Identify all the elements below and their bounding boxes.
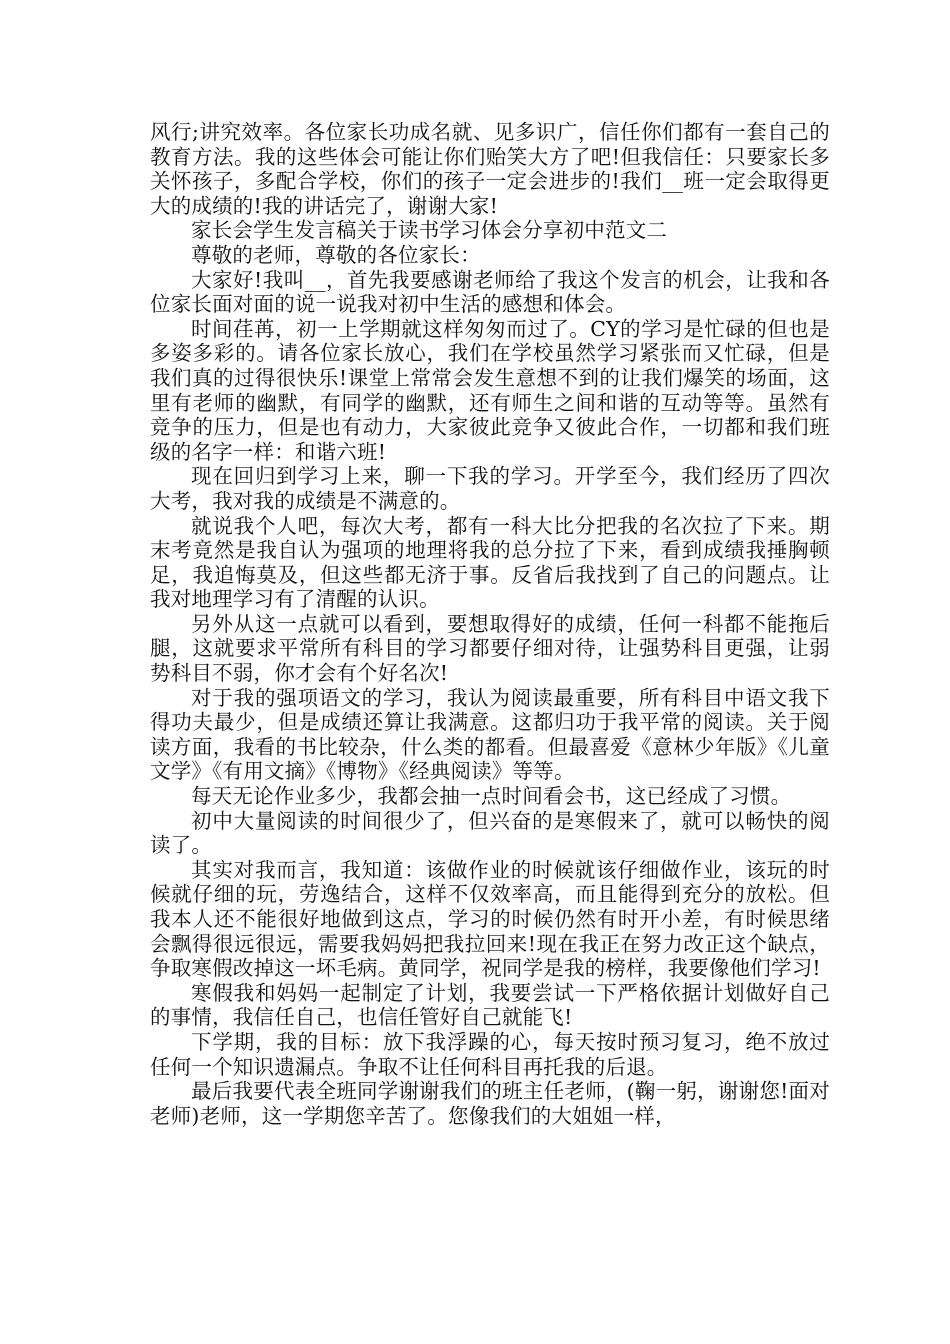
section-heading: 家长会学生发言稿关于读书学习体会分享初中范文二	[191, 218, 668, 243]
paragraph: 就说我个人吧，每次大考，都有一科大比分把我的名次拉了下来。期末考竟然是我自认为强项的地理将我的总分拉了下来，看到成绩我捶胸顿足，我追悔莫及，但这些都无济于事。反省后我找到了自己的问题点。让我对地理学习有了清醒的认识。	[150, 513, 830, 612]
salutation: 尊敬的老师，尊敬的各位家长：	[191, 242, 481, 267]
paragraph: 初中大量阅读的时间很少了，但兴奋的是寒假来了，就可以畅快的阅读了。	[150, 808, 830, 858]
paragraph: 最后我要代表全班同学谢谢我们的班主任老师，(鞠一躬，谢谢您!面对老师)老师，这一学期您辛苦了。您像我们的大姐姐一样，	[150, 1079, 830, 1128]
paragraph: 另外从这一点就可以看到，要想取得好的成绩，任何一科都不能拖后腿，这就要求平常所有科目的学习都要仔细对待，让强势科目更强，让弱势科目不弱，你才会有个好名次!	[150, 611, 830, 686]
paragraph: 其实对我而言，我知道：该做作业的时候就该仔细做作业，该玩的时候就仔细的玩，劳逸结合，这样不仅效率高，而且能得到充分的放松。但我本人还不能很好地做到这点，学习的时候仍然有时开小差，有时候思绪会飘得很远很远，需要我妈妈把我拉回来!现在我正在努力改正这个缺点，争取寒假改掉这一坏毛病。黄同学，祝同学是我的榜样，我要像他们学习!	[150, 857, 830, 981]
paragraph: 时间荏苒，初一上学期就这样匆匆而过了。CY的学习是忙碌的但也是多姿多彩的。请各位家长放心，我们在学校虽然学习紧张而又忙碌，但是我们真的过得很快乐!课堂上常常会发生意想不到的让我们爆笑的场面，这里有老师的幽默，有同学的幽默，还有师生之间和谐的互动等等。虽然有竞争的压力，但是也有动力，大家彼此竞争又彼此合作，一切都和我们班级的名字一样：和谐六班!	[150, 316, 830, 464]
document-body	[150, 120, 830, 1128]
paragraph: 现在回归到学习上来，聊一下我的学习。开学至今，我们经历了四次大考，我对我的成绩是不满意的。	[150, 464, 830, 513]
paragraph: 下学期，我的目标：放下我浮躁的心，每天按时预习复习，绝不放过任何一个知识遗漏点。争取不让任何科目再托我的后退。	[150, 1029, 830, 1079]
paragraph: 大家好!我叫__，首先我要感谢老师给了我这个发言的机会，让我和各位家长面对面的说一说我对初中生活的感想和体会。	[150, 267, 830, 317]
paragraph: 对于我的强项语文的学习，我认为阅读最重要，所有科目中语文我下得功夫最少，但是成绩还算让我满意。这都归功于我平常的阅读。关于阅读方面，我看的书比较杂，什么类的都看。但最喜爱《意林少年版》《儿童文学》《有用文摘》《博物》《经典阅读》等等。	[150, 685, 830, 784]
paragraph: 寒假我和妈妈一起制定了计划，我要尝试一下严格依据计划做好自己的事情，我信任自己，也信任管好自己就能飞!	[150, 980, 830, 1030]
paragraph-continuation: 风行;讲究效率。各位家长功成名就、见多识广，信任你们都有一套自己的教育方法。我的这些体会可能让你们贻笑大方了吧!但我信任：只要家长多关怀孩子，多配合学校，你们的孩子一定会进步的!我们__班一定会取得更大的成绩的!我的讲话完了，谢谢大家!	[150, 120, 830, 218]
paragraph: 每天无论作业多少，我都会抽一点时间看会书，这已经成了习惯。	[191, 784, 792, 809]
